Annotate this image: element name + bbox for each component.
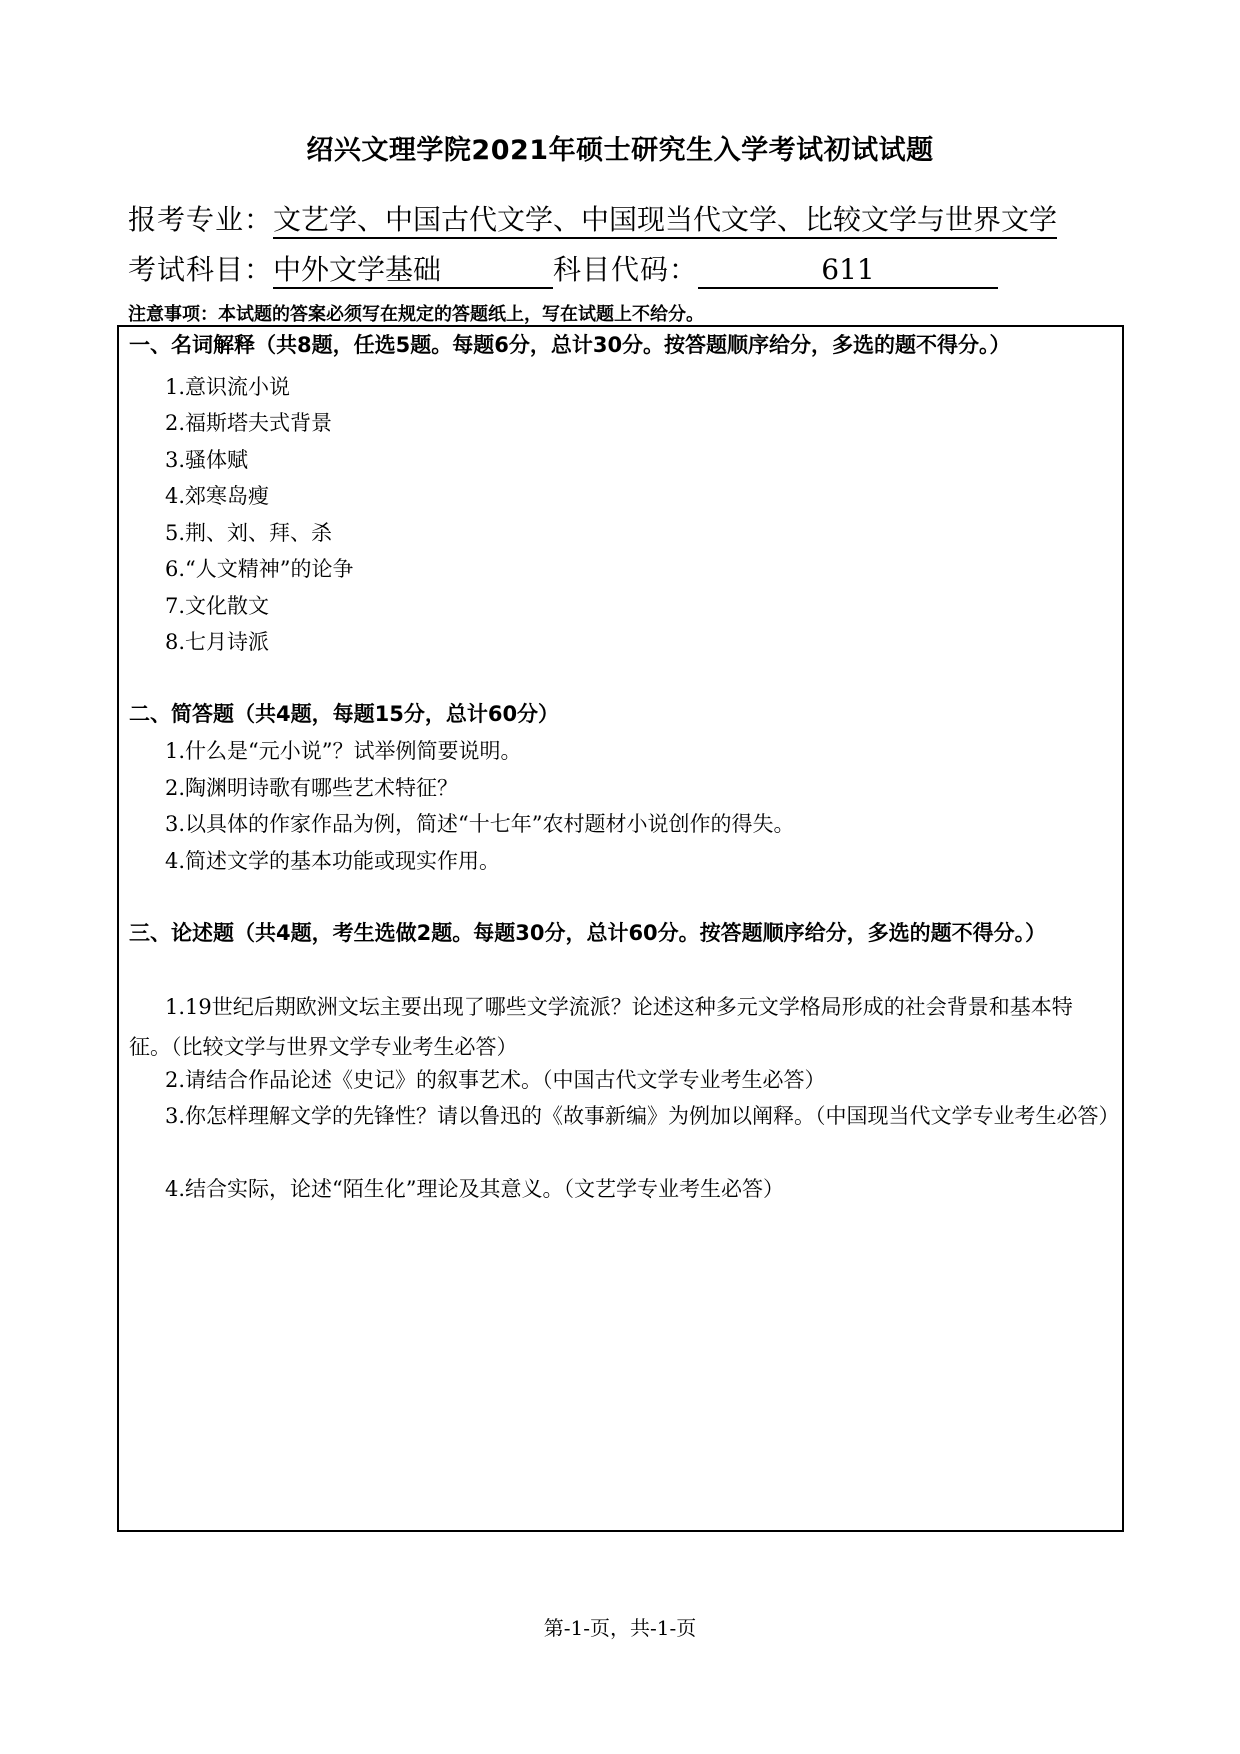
page-footer: 第-1-页，共-1-页: [543, 1616, 697, 1640]
exam-title: 绍兴文理学院2021年硕士研究生入学考试初试试题: [306, 135, 934, 166]
list-item: 3.你怎样理解文学的先锋性？请以鲁迅的《故事新编》为例加以阐释。（中国现当代文学专业考生必答）: [165, 1104, 1120, 1128]
subject-label: 考试科目：: [128, 253, 274, 286]
list-item: 3.以具体的作家作品为例，简述“十七年”农村题材小说创作的得失。: [165, 812, 795, 836]
list-item: 2.请结合作品论述《史记》的叙事艺术。（中国古代文学专业考生必答）: [165, 1068, 826, 1092]
list-item: 4.郊寒岛瘦: [165, 484, 270, 508]
list-item: 6.“人文精神”的论争: [165, 557, 354, 581]
section-heading-1: 一、名词解释（共8题，任选5题。每题6分，总计30分。按答题顺序给分，多选的题不得分。）: [129, 333, 1011, 357]
list-item: 2.福斯塔夫式背景: [165, 411, 333, 435]
section-heading-3: 三、论述题（共4题，考生选做2题。每题30分，总计60分。按答题顺序给分，多选的题不得分。）: [129, 921, 1047, 945]
list-item: 2.陶渊明诗歌有哪些艺术特征？: [165, 776, 459, 800]
major-label: 报考专业：: [128, 203, 274, 236]
section-heading-2: 二、简答题（共4题，每题15分，总计60分）: [129, 702, 560, 726]
list-item: 8.七月诗派: [165, 630, 270, 654]
question-box: [117, 325, 1124, 1532]
list-item: 1.19世纪后期欧洲文坛主要出现了哪些文学流派？论述这种多元文学格局形成的社会背景和基本特征。（比较文学与世界文学专业考生必答）: [129, 995, 1073, 1059]
subject-line: [128, 250, 998, 290]
major-line: [128, 200, 1057, 240]
code-value: 611: [698, 253, 998, 289]
subject-value: 中外文学基础: [273, 253, 553, 289]
list-item: 1.什么是“元小说”？试举例简要说明。: [165, 739, 522, 763]
list-item: 4.简述文学的基本功能或现实作用。: [165, 849, 501, 873]
list-item: 7.文化散文: [165, 594, 270, 618]
code-label: 科目代码：: [553, 253, 699, 286]
list-item: 1.意识流小说: [165, 375, 291, 399]
list-item: 4.结合实际，论述“陌生化”理论及其意义。（文艺学专业考生必答）: [165, 1177, 785, 1201]
notice: 注意事项：本试题的答案必须写在规定的答题纸上，写在试题上不给分。: [128, 304, 704, 325]
major-value: 文艺学、中国古代文学、中国现当代文学、比较文学与世界文学: [273, 203, 1057, 239]
list-item: 3.骚体赋: [165, 448, 249, 472]
list-item: 5.荆、刘、拜、杀: [165, 521, 333, 545]
